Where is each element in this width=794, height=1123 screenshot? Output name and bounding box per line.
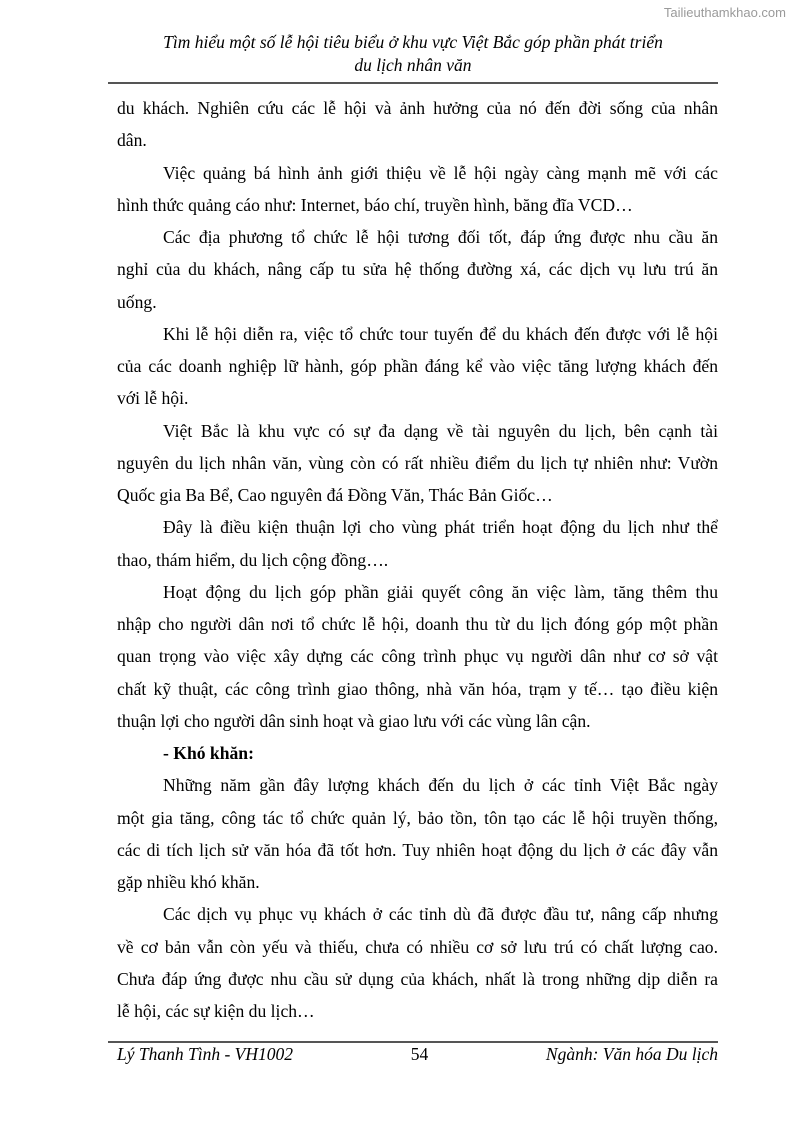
- text-line: lễ hội, các sự kiện du lịch…: [117, 1001, 315, 1021]
- paragraph: [117, 511, 718, 576]
- paragraph: [117, 898, 718, 1027]
- text-line: thao, thám hiểm, du lịch cộng đồng….: [117, 549, 389, 570]
- paragraph: [117, 221, 718, 318]
- text-line: Các dịch vụ phục vụ khách ở các tỉnh dù đã được đầu tư, nâng cấp nhưng: [163, 904, 718, 925]
- paragraph: [117, 576, 718, 737]
- running-footer: [117, 1044, 718, 1065]
- page-number: 54: [410, 1044, 429, 1064]
- text-line: nguyên du lịch nhân văn, vùng còn có rất nhiều điểm du lịch tự nhiên như: Vườn: [117, 452, 718, 473]
- document-body: [117, 92, 718, 1027]
- footer-author: Lý Thanh Tình - VH1002: [117, 1044, 293, 1064]
- running-header: [108, 31, 718, 77]
- text-line: về cơ bản vẫn còn yếu và thiếu, chưa có nhiều cơ sở lưu trú có chất lượng cao.: [117, 936, 718, 957]
- paragraph: [117, 415, 718, 512]
- text-line: - Khó khăn:: [163, 743, 254, 763]
- text-line: nhập cho người dân nơi tổ chức lễ hội, doanh thu từ du lịch đóng góp một phần: [117, 614, 718, 634]
- text-line: một gia tăng, công tác tổ chức quản lý, bảo tồn, tôn tạo các lễ hội truyền thống,: [117, 807, 718, 828]
- paragraph: [117, 769, 718, 898]
- paragraph: [117, 92, 718, 157]
- text-line: du khách. Nghiên cứu các lễ hội và ảnh hưởng của nó đến đời sống của nhân: [117, 98, 718, 118]
- paragraph: [117, 157, 718, 222]
- text-line: thuận lợi cho người dân sinh hoạt và giao lưu với các vùng lân cận.: [117, 710, 591, 731]
- text-line: các di tích lịch sử văn hóa đã tốt hơn. Tuy nhiên hoạt động du lịch ở các đây vẫn: [117, 839, 718, 860]
- header-title-line-2: du lịch nhân văn: [354, 55, 472, 75]
- text-line: Việt Bắc là khu vực có sự đa dạng về tài nguyên du lịch, bên cạnh tài: [163, 420, 718, 441]
- footer-rule: [108, 1041, 718, 1043]
- text-line: Đây là điều kiện thuận lợi cho vùng phát triển hoạt động du lịch như thể: [163, 517, 718, 538]
- text-line: Quốc gia Ba Bể, Cao nguyên đá Đồng Văn, Thác Bản Giốc…: [117, 485, 553, 505]
- section-heading: [117, 737, 718, 769]
- text-line: Chưa đáp ứng được nhu cầu sử dụng của khách, nhất là trong những dịp diễn ra: [117, 968, 718, 989]
- header-rule: [108, 82, 718, 84]
- text-line: hình thức quảng cáo như: Internet, báo chí, truyền hình, băng đĩa VCD…: [117, 194, 633, 215]
- text-line: Các địa phương tổ chức lễ hội tương đối tốt, đáp ứng được nhu cầu ăn: [163, 227, 718, 247]
- text-line: quan trọng vào việc xây dựng các công trình phục vụ người dân như cơ sở vật: [117, 646, 718, 667]
- text-line: gặp nhiều khó khăn.: [117, 872, 260, 892]
- text-line: uống.: [117, 291, 157, 312]
- text-line: nghỉ của du khách, nâng cấp tu sửa hệ thống đường xá, các dịch vụ lưu trú ăn: [117, 259, 718, 280]
- text-line: với lễ hội.: [117, 388, 189, 409]
- text-line: chất kỹ thuật, các công trình giao thông, nhà văn hóa, trạm y tế… tạo điều kiện: [117, 678, 718, 699]
- text-line: Hoạt động du lịch góp phần giải quyết công ăn việc làm, tăng thêm thu: [163, 581, 718, 602]
- text-line: Những năm gần đây lượng khách đến du lịch ở các tỉnh Việt Bắc ngày: [163, 775, 718, 796]
- text-line: của các doanh nghiệp lữ hành, góp phần đáng kể vào việc tăng lượng khách đến: [117, 356, 718, 376]
- text-line: Khi lễ hội diễn ra, việc tổ chức tour tuyến để du khách đến được với lễ hội: [163, 323, 718, 344]
- text-line: dân.: [117, 130, 147, 151]
- text-line: Việc quảng bá hình ảnh giới thiệu về lễ hội ngày càng mạnh mẽ với các: [163, 162, 718, 183]
- header-title-line-1: Tìm hiểu một số lễ hội tiêu biểu ở khu vực Việt Bắc góp phần phát triển: [163, 32, 663, 52]
- footer-department: Ngành: Văn hóa Du lịch: [545, 1044, 718, 1064]
- paragraph: [117, 318, 718, 415]
- watermark: Tailieuthamkhao.com: [663, 5, 786, 20]
